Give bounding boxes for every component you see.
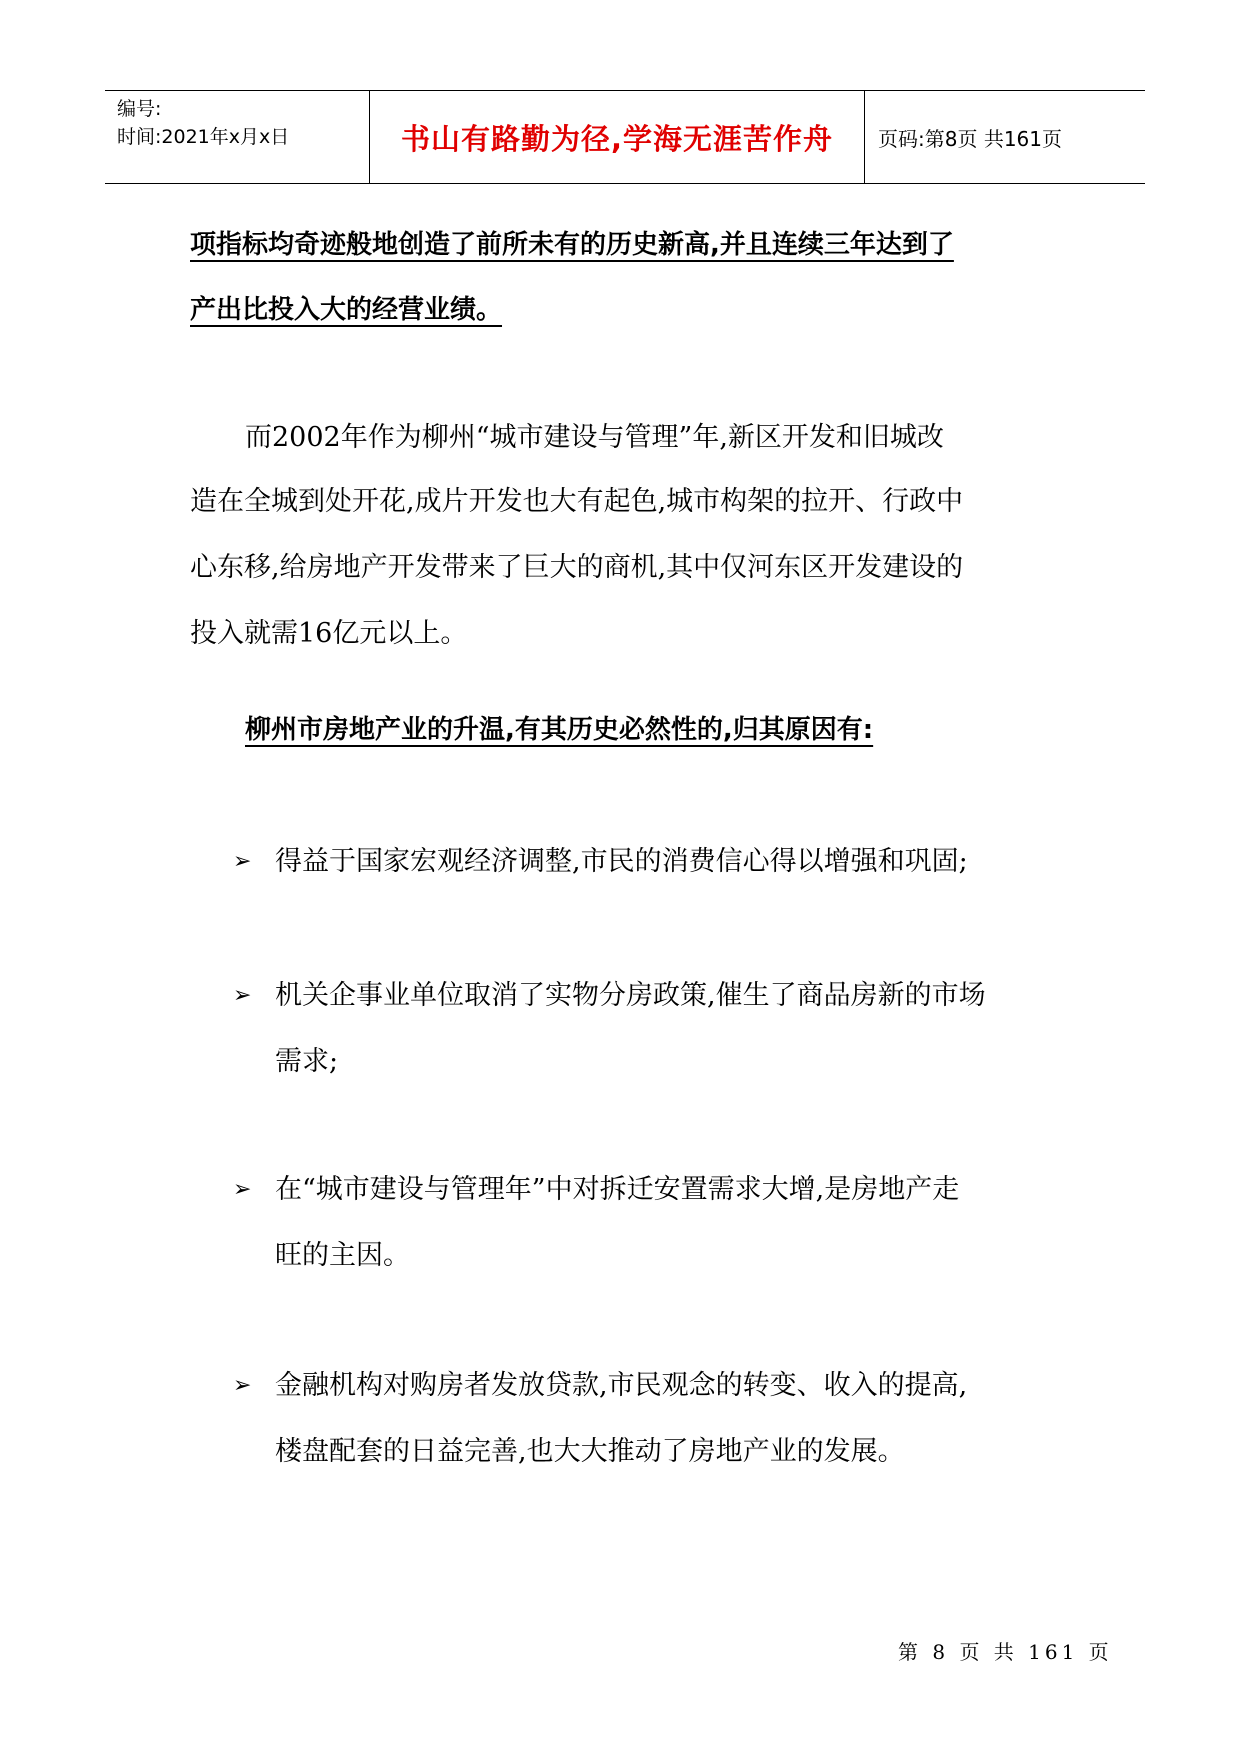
header-page-info: 页码:第8页 共161页 <box>878 126 1062 151</box>
bullet-2-line-2: 需求; <box>275 1046 339 1077</box>
header-motto: 书山有路勤为径,学海无涯苦作舟 <box>370 91 865 183</box>
bullet-3-line-1: 在“城市建设与管理年”中对拆迁安置需求大增,是房地产走 <box>275 1174 960 1205</box>
paragraph-line-3: 心东移,给房地产开发带来了巨大的商机,其中仅河东区开发建设的 <box>190 552 964 583</box>
time-label: 时间:2021年x月x日 <box>117 126 290 148</box>
paragraph-line-4: 投入就需16亿元以上。 <box>190 618 468 649</box>
bullet-1-line-1: 得益于国家宏观经济调整,市民的消费信心得以增强和巩固; <box>275 846 968 877</box>
bullet-4-line-2: 楼盘配套的日益完善,也大大推动了房地产业的发展。 <box>275 1436 905 1467</box>
page-header <box>105 90 1145 184</box>
bullet-3-line-2: 旺的主因。 <box>275 1240 410 1271</box>
page-footer: 第 8 页 共 161 页 <box>898 1640 1113 1664</box>
intro-line-1: 项指标均奇迹般地创造了前所未有的历史新高,并且连续三年达到了 <box>190 230 954 260</box>
subheading: 柳州市房地产业的升温,有其历史必然性的,归其原因有: <box>245 715 874 745</box>
arrow-bullet-icon: ➢ <box>233 849 252 874</box>
arrow-bullet-icon: ➢ <box>233 1177 252 1202</box>
intro-line-2: 产出比投入大的经营业绩。 <box>190 295 503 325</box>
bullet-2-line-1: 机关企事业单位取消了实物分房政策,催生了商品房新的市场 <box>275 980 986 1011</box>
header-meta <box>105 91 370 183</box>
arrow-bullet-icon: ➢ <box>233 983 252 1008</box>
number-label: 编号: <box>117 98 162 120</box>
bullet-4-line-1: 金融机构对购房者发放贷款,市民观念的转变、收入的提高, <box>275 1370 968 1401</box>
paragraph-line-2: 造在全城到处开花,成片开发也大有起色,城市构架的拉开、行政中 <box>190 486 964 517</box>
paragraph-line-1: 而2002年作为柳州“城市建设与管理”年,新区开发和旧城改 <box>245 422 944 453</box>
arrow-bullet-icon: ➢ <box>233 1373 252 1398</box>
